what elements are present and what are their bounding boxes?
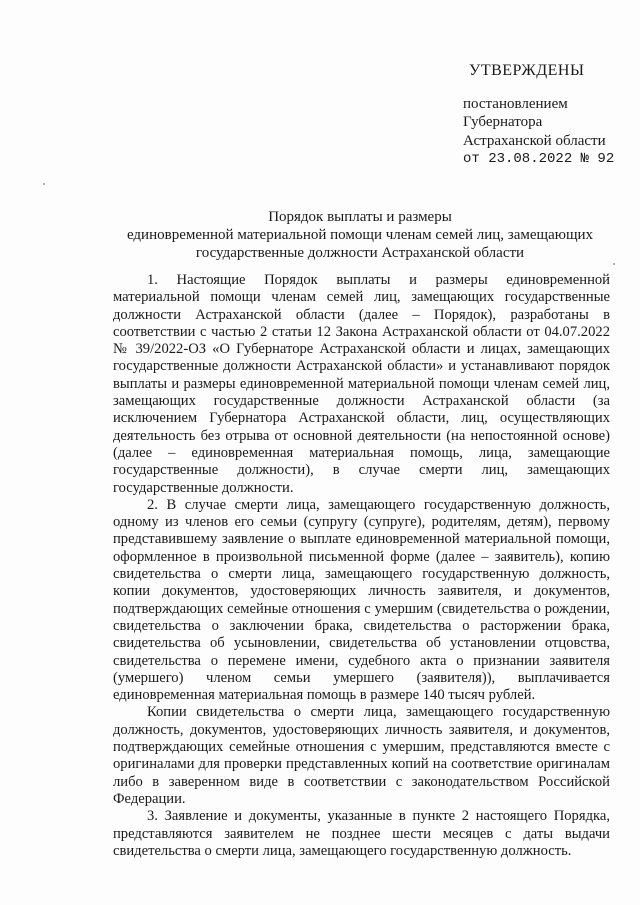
approval-title: УТВЕРЖДЕНЫ xyxy=(469,62,585,79)
approval-stamp-block xyxy=(463,62,633,169)
approval-date-number: от 23.08.2022 № 92 xyxy=(463,151,615,167)
scan-speck xyxy=(613,263,615,265)
paragraph-2: 2. В случае смерти лица, замещающего государственную должность, одному из членов его семьи (супругу (супруге), родителям, детям), первому представившему заявление о выплате единовременной материальной помощи, оформленное в произвольной письменной форме (далее – заявитель), копию свидетельства о смерти лица, замещающего государственную должность, копии документов, удостоверяющих личность заявителя, и документов, подтверждающих семейные отношения с умершим (свидетельства о рождении, свидетельства о заключении брака, свидетельства о расторжении брака, свидетельства об усыновлении, свидетельства об установлении отцовства, свидетельства о перемене имени, судебного акта о признании заявителя (умершего) членом семьи умершего (заявителя)), выплачивается единовременная материальная помощь в размере 140 тысяч рублей. xyxy=(113,496,610,704)
approval-line-2: Губернатора xyxy=(463,114,543,130)
document-title-line-1: Порядок выплаты и размеры xyxy=(268,209,452,225)
document-title-line-2: единовременной материальной помощи членам семей лиц, замещающих xyxy=(126,227,594,243)
approval-line-3: Астраханской области xyxy=(463,132,606,149)
document-title-line-3: государственные должности Астраханской области xyxy=(195,245,525,261)
paragraph-2-copies: Копии свидетельства о смерти лица, замещающего государственную должность, документов, удостоверяющих личность заявителя, и документов, подтверждающих семейные отношения с умершим, представляются вместе с оригиналами для проверки представленных копий на соответствие оригиналам либо в заверенном виде в соответствии с законодательством Российской Федерации. xyxy=(113,704,610,807)
scan-speck xyxy=(43,183,45,185)
approval-line-1: постановлением xyxy=(463,95,568,112)
document-title xyxy=(100,208,620,262)
document-body xyxy=(113,272,610,860)
paragraph-1: 1. Настоящие Порядок выплаты и размеры единовременной материальной помощи членам семей лиц, замещающих государственные должности Астраханской области (далее – Порядок), разработаны в соответствии с частью 2 статьи 12 Закона Астраханской области от 04.07.2022 № 39/2022-ОЗ «О Губернаторе Астраханской области и лицах, замещающих государственные должности Астраханской области» и устанавливают порядок выплаты и размеры единовременной материальной помощи членам семей лиц, замещающих государственные должности Астраханской области (за исключением Губернатора Астраханской области, лиц, осуществляющих деятельность без отрыва от основной деятельности (на непостоянной основе) (далее – единовременная материальная помощь, лица, замещающие государственные должности), в случае смерти лиц, замещающих государственные должности. xyxy=(113,272,610,496)
paragraph-3: 3. Заявление и документы, указанные в пункте 2 настоящего Порядка, представляются заявителем не позднее шести месяцев с даты выдачи свидетельства о смерти лица, замещающего государственную должность. xyxy=(113,808,610,859)
